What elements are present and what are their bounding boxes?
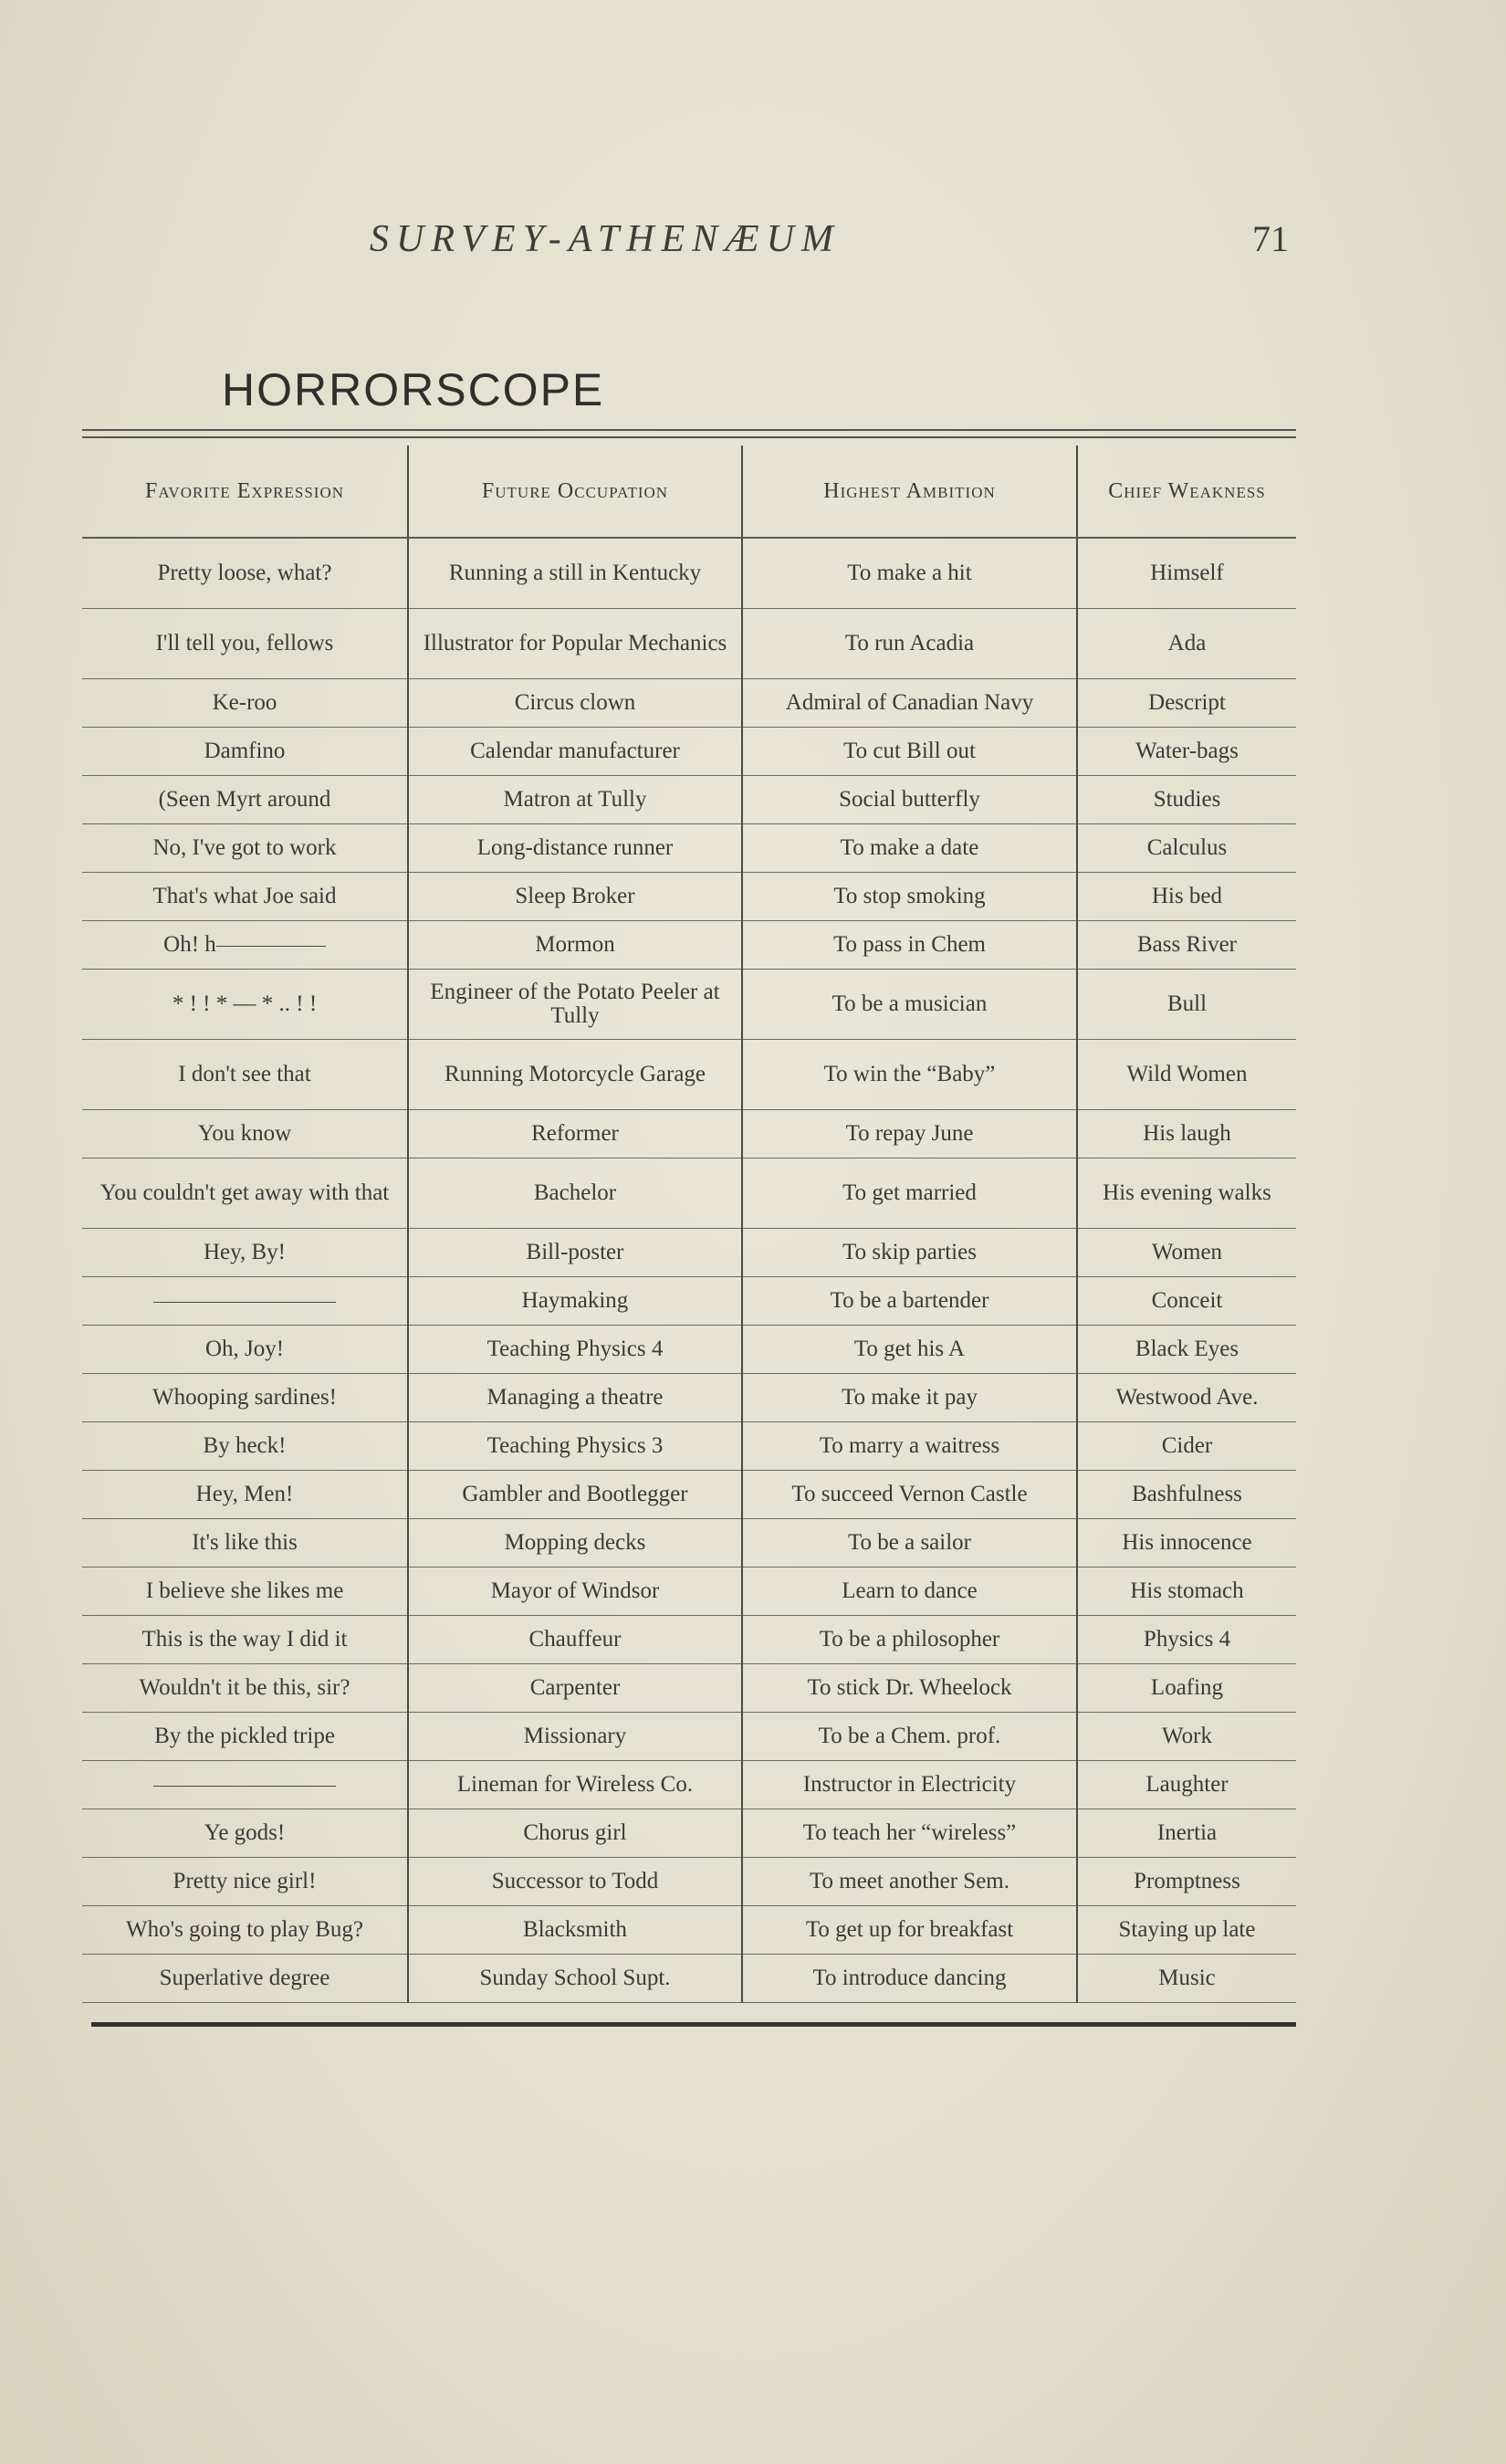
cell-favorite-expression <box>82 1761 408 1809</box>
column-header-future-occupation: Future Occupation <box>408 446 742 538</box>
cell-text: Instructor in Electricity <box>802 1772 1017 1797</box>
cell-text: Calendar manufacturer <box>470 739 680 763</box>
cell-favorite-expression <box>82 1616 408 1664</box>
cell-text: Running Motorcycle Garage <box>444 1062 706 1086</box>
cell-highest-ambition <box>742 1616 1077 1664</box>
cell-favorite-expression <box>82 1664 408 1713</box>
table-row <box>82 728 1296 776</box>
cell-text: To get his A <box>853 1337 966 1361</box>
table-row <box>82 609 1296 679</box>
cell-text: Bull <box>1166 991 1208 1016</box>
bottom-rule <box>91 2022 1296 2027</box>
cell-text: His innocence <box>1122 1530 1252 1555</box>
page-title: HORRORSCOPE <box>222 364 605 415</box>
table-row <box>82 1422 1296 1471</box>
cell-text: Loafing <box>1150 1675 1224 1700</box>
cell-highest-ambition <box>742 1858 1077 1906</box>
cell-text: To make a date <box>840 835 979 860</box>
table-row <box>82 1955 1296 2003</box>
cell-future-occupation <box>408 1568 742 1616</box>
cell-text: Bass River <box>1136 932 1238 957</box>
table-row <box>82 1277 1296 1326</box>
cell-text: To introduce dancing <box>812 1966 1007 1990</box>
cell-future-occupation <box>408 1519 742 1568</box>
cell-text: To stop smoking <box>833 884 986 908</box>
cell-future-occupation <box>408 1110 742 1159</box>
table-body <box>82 538 1296 2003</box>
cell-highest-ambition <box>742 1471 1077 1519</box>
table-row <box>82 1374 1296 1422</box>
cell-future-occupation <box>408 1858 742 1906</box>
cell-text: To pass in Chem <box>833 932 986 957</box>
table-row <box>82 1809 1296 1858</box>
cell-text: Mopping decks <box>504 1530 646 1555</box>
cell-chief-weakness <box>1077 1422 1296 1471</box>
cell-text: Managing a theatre <box>486 1385 664 1410</box>
cell-highest-ambition <box>742 873 1077 921</box>
cell-text: Calculus <box>1146 835 1228 860</box>
cell-chief-weakness <box>1077 1519 1296 1568</box>
cell-future-occupation <box>408 873 742 921</box>
cell-text: Mormon <box>535 932 615 957</box>
cell-favorite-expression <box>82 776 408 824</box>
cell-future-occupation <box>408 1277 742 1326</box>
cell-text: Missionary <box>523 1724 627 1748</box>
cell-text: To stick Dr. Wheelock <box>807 1675 1012 1700</box>
cell-text: Women <box>1151 1240 1223 1264</box>
cell-text: Promptness <box>1134 1869 1240 1893</box>
dash-rule <box>153 1302 336 1303</box>
table-row <box>82 1761 1296 1809</box>
cell-highest-ambition <box>742 538 1077 609</box>
cell-text: Carpenter <box>529 1675 621 1700</box>
table-row <box>82 1519 1296 1568</box>
cell-text: Learn to dance <box>842 1578 978 1603</box>
cell-text: Work <box>1162 1724 1212 1748</box>
table-row <box>82 1616 1296 1664</box>
cell-highest-ambition <box>742 609 1077 679</box>
table-row <box>82 1858 1296 1906</box>
cell-favorite-expression <box>82 1326 408 1374</box>
cell-chief-weakness <box>1077 679 1296 728</box>
cell-highest-ambition <box>742 1374 1077 1422</box>
column-header-chief-weakness: Chief Weakness <box>1077 446 1296 538</box>
cell-future-occupation <box>408 1374 742 1422</box>
cell-text: You know <box>197 1121 292 1146</box>
cell-highest-ambition <box>742 1110 1077 1159</box>
cell-chief-weakness <box>1077 1858 1296 1906</box>
cell-favorite-expression <box>82 873 408 921</box>
cell-favorite-expression <box>82 1277 408 1326</box>
cell-highest-ambition <box>742 1955 1077 2003</box>
cell-future-occupation <box>408 1809 742 1858</box>
cell-text: To succeed Vernon Castle <box>791 1482 1028 1506</box>
cell-favorite-expression <box>82 970 408 1040</box>
cell-chief-weakness <box>1077 1809 1296 1858</box>
cell-text: Admiral of Canadian Navy <box>785 690 1034 715</box>
cell-favorite-expression <box>82 1519 408 1568</box>
cell-future-occupation <box>408 728 742 776</box>
cell-text: Chauffeur <box>528 1627 622 1651</box>
cell-favorite-expression <box>82 679 408 728</box>
cell-text: Cider <box>1161 1433 1213 1458</box>
cell-future-occupation <box>408 1422 742 1471</box>
cell-future-occupation <box>408 679 742 728</box>
cell-highest-ambition <box>742 1664 1077 1713</box>
cell-chief-weakness <box>1077 1040 1296 1110</box>
cell-text: His evening walks <box>1103 1180 1271 1205</box>
table-row <box>82 1713 1296 1761</box>
cell-text: To make a hit <box>847 561 972 585</box>
cell-highest-ambition <box>742 679 1077 728</box>
cell-text: Laughter <box>1145 1772 1229 1797</box>
cell-text: To skip parties <box>842 1240 977 1264</box>
table-row <box>82 1664 1296 1713</box>
running-title: SURVEY-ATHENÆUM <box>370 218 841 260</box>
cell-text: Blacksmith <box>523 1917 627 1942</box>
cell-text: Haymaking <box>521 1288 629 1313</box>
cell-text: Ye gods! <box>204 1820 286 1845</box>
cell-text: Studies <box>1153 787 1221 812</box>
table-row <box>82 1040 1296 1110</box>
page-number: 71 <box>1252 218 1289 259</box>
dash-rule <box>153 1786 336 1787</box>
cell-favorite-expression <box>82 1955 408 2003</box>
cell-future-occupation <box>408 970 742 1040</box>
cell-favorite-expression <box>82 1713 408 1761</box>
cell-text: That's what Joe said <box>152 884 337 908</box>
cell-highest-ambition <box>742 1568 1077 1616</box>
cell-text: Conceit <box>1151 1288 1223 1313</box>
cell-text: Social butterfly <box>839 787 980 812</box>
cell-text: By the pickled tripe <box>154 1724 335 1748</box>
table-row <box>82 921 1296 970</box>
cell-text: Whooping sardines! <box>152 1385 338 1410</box>
table-row <box>82 1159 1296 1229</box>
cell-future-occupation <box>408 1761 742 1809</box>
cell-text: Gambler and Bootlegger <box>462 1482 688 1506</box>
cell-text: Westwood Ave. <box>1115 1385 1259 1410</box>
table-row <box>82 1471 1296 1519</box>
cell-chief-weakness <box>1077 776 1296 824</box>
cell-chief-weakness <box>1077 1277 1296 1326</box>
cell-text: Ke-roo <box>212 690 277 715</box>
table-row <box>82 776 1296 824</box>
cell-text: Bachelor <box>533 1180 617 1205</box>
cell-future-occupation <box>408 776 742 824</box>
cell-chief-weakness <box>1077 873 1296 921</box>
cell-future-occupation <box>408 1616 742 1664</box>
cell-text: Lineman for Wireless Co. <box>456 1772 694 1797</box>
cell-highest-ambition <box>742 1713 1077 1761</box>
cell-text: To run Acadia <box>844 631 975 655</box>
cell-text: To repay June <box>845 1121 974 1146</box>
cell-text: Teaching Physics 4 <box>486 1337 664 1361</box>
cell-highest-ambition <box>742 1229 1077 1277</box>
cell-text: His laugh <box>1143 1121 1231 1146</box>
cell-text: Bashfulness <box>1132 1482 1242 1506</box>
cell-text: You couldn't get away with that <box>99 1180 390 1205</box>
cell-chief-weakness <box>1077 1229 1296 1277</box>
cell-text: Sunday School Supt. <box>479 1966 671 1990</box>
cell-future-occupation <box>408 1664 742 1713</box>
cell-text: Sleep Broker <box>515 884 635 908</box>
cell-favorite-expression <box>82 1159 408 1229</box>
cell-text: Engineer of the Potato Peeler at Tully <box>430 980 720 1028</box>
top-rule <box>82 436 1296 438</box>
cell-future-occupation <box>408 921 742 970</box>
cell-text: Black Eyes <box>1135 1337 1239 1361</box>
cell-future-occupation <box>408 1229 742 1277</box>
cell-future-occupation <box>408 1471 742 1519</box>
cell-highest-ambition <box>742 970 1077 1040</box>
cell-text: To get up for breakfast <box>805 1917 1014 1942</box>
cell-favorite-expression <box>82 1110 408 1159</box>
cell-future-occupation <box>408 1713 742 1761</box>
cell-favorite-expression <box>82 1809 408 1858</box>
cell-text: Pretty nice girl! <box>173 1869 317 1893</box>
cell-chief-weakness <box>1077 728 1296 776</box>
cell-text: * ! ! * — * .. ! ! <box>172 991 318 1016</box>
cell-text: Ada <box>1167 631 1207 655</box>
cell-highest-ambition <box>742 1040 1077 1110</box>
cell-chief-weakness <box>1077 1159 1296 1229</box>
cell-future-occupation <box>408 1040 742 1110</box>
cell-favorite-expression <box>82 1040 408 1110</box>
cell-favorite-expression <box>82 1858 408 1906</box>
cell-favorite-expression <box>82 921 408 970</box>
cell-highest-ambition <box>742 1326 1077 1374</box>
cell-text: Who's going to play Bug? <box>125 1917 364 1942</box>
cell-highest-ambition <box>742 1906 1077 1955</box>
cell-text: Wild Women <box>1126 1062 1248 1086</box>
cell-chief-weakness <box>1077 1955 1296 2003</box>
table-header-row <box>82 446 1296 538</box>
cell-chief-weakness <box>1077 538 1296 609</box>
cell-chief-weakness <box>1077 1471 1296 1519</box>
cell-favorite-expression <box>82 1471 408 1519</box>
horrorscope-table <box>82 446 1296 2003</box>
cell-text: Physics 4 <box>1143 1627 1231 1651</box>
cell-chief-weakness <box>1077 609 1296 679</box>
cell-text: It's like this <box>192 1530 298 1555</box>
cell-highest-ambition <box>742 776 1077 824</box>
cell-future-occupation <box>408 609 742 679</box>
cell-text: By heck! <box>203 1433 287 1458</box>
table-row <box>82 824 1296 873</box>
cell-text: To win the “Baby” <box>823 1062 996 1086</box>
dash-rule <box>216 946 326 947</box>
cell-text: Water-bags <box>1135 739 1239 763</box>
cell-text: Chorus girl <box>523 1820 627 1845</box>
cell-text: Hey, Men! <box>195 1482 294 1506</box>
cell-chief-weakness <box>1077 1616 1296 1664</box>
cell-highest-ambition <box>742 921 1077 970</box>
cell-text: This is the way I did it <box>141 1627 348 1651</box>
table-row <box>82 1110 1296 1159</box>
cell-text: Descript <box>1148 690 1226 715</box>
cell-text: To be a sailor <box>847 1530 971 1555</box>
cell-highest-ambition <box>742 1761 1077 1809</box>
cell-text: Mayor of Windsor <box>490 1578 660 1603</box>
cell-chief-weakness <box>1077 1664 1296 1713</box>
cell-future-occupation <box>408 1326 742 1374</box>
top-rule <box>82 429 1296 431</box>
column-header-favorite-expression: Favorite Expression <box>82 446 408 538</box>
cell-chief-weakness <box>1077 1326 1296 1374</box>
cell-text: (Seen Myrt around <box>158 787 331 812</box>
cell-favorite-expression <box>82 1229 408 1277</box>
cell-highest-ambition <box>742 1159 1077 1229</box>
cell-future-occupation <box>408 1906 742 1955</box>
cell-highest-ambition <box>742 1809 1077 1858</box>
cell-highest-ambition <box>742 1422 1077 1471</box>
cell-highest-ambition <box>742 1519 1077 1568</box>
cell-favorite-expression <box>82 1374 408 1422</box>
table-row <box>82 1326 1296 1374</box>
cell-chief-weakness <box>1077 1568 1296 1616</box>
cell-text: To be a philosopher <box>819 1627 1000 1651</box>
cell-text: To be a Chem. prof. <box>818 1724 1001 1748</box>
cell-chief-weakness <box>1077 824 1296 873</box>
cell-text: No, I've got to work <box>152 835 337 860</box>
cell-text: I don't see that <box>178 1062 311 1086</box>
cell-text: Successor to Todd <box>491 1869 659 1893</box>
cell-future-occupation <box>408 1159 742 1229</box>
cell-favorite-expression <box>82 824 408 873</box>
cell-text: Wouldn't it be this, sir? <box>139 1675 350 1700</box>
cell-favorite-expression <box>82 609 408 679</box>
cell-text: Bill-poster <box>526 1240 624 1264</box>
cell-text: Damfino <box>204 739 286 763</box>
cell-chief-weakness <box>1077 1906 1296 1955</box>
table-row <box>82 1906 1296 1955</box>
cell-text: To cut Bill out <box>843 739 976 763</box>
cell-text: Oh, Joy! <box>204 1337 285 1361</box>
cell-favorite-expression <box>82 728 408 776</box>
cell-text: To get married <box>842 1180 977 1205</box>
cell-text: To marry a waitress <box>819 1433 1000 1458</box>
cell-chief-weakness <box>1077 1374 1296 1422</box>
cell-chief-weakness <box>1077 1761 1296 1809</box>
cell-highest-ambition <box>742 728 1077 776</box>
cell-chief-weakness <box>1077 970 1296 1040</box>
cell-text: Staying up late <box>1118 1917 1256 1942</box>
column-header-highest-ambition: Highest Ambition <box>742 446 1077 538</box>
cell-text: I'll tell you, fellows <box>155 631 334 655</box>
cell-text: Hey, By! <box>203 1240 287 1264</box>
cell-future-occupation <box>408 824 742 873</box>
cell-text: Pretty loose, what? <box>157 561 332 585</box>
cell-text: Reformer <box>531 1121 619 1146</box>
cell-text: To be a bartender <box>830 1288 989 1313</box>
cell-text: Illustrator for Popular Mechanics <box>423 631 727 655</box>
table-row <box>82 970 1296 1040</box>
cell-favorite-expression <box>82 1906 408 1955</box>
cell-text: To make it pay <box>842 1385 978 1410</box>
cell-text: Oh! h <box>163 932 216 957</box>
cell-chief-weakness <box>1077 1110 1296 1159</box>
cell-text: Himself <box>1150 561 1224 585</box>
table-row <box>82 873 1296 921</box>
cell-highest-ambition <box>742 824 1077 873</box>
table-row <box>82 679 1296 728</box>
cell-future-occupation <box>408 538 742 609</box>
cell-text: Inertia <box>1156 1820 1218 1845</box>
cell-text: Long-distance runner <box>476 835 674 860</box>
cell-text: Circus clown <box>514 690 636 715</box>
cell-text: His stomach <box>1130 1578 1244 1603</box>
cell-favorite-expression <box>82 1422 408 1471</box>
cell-text: His bed <box>1151 884 1223 908</box>
cell-text: To teach her “wireless” <box>802 1820 1017 1845</box>
cell-text: I believe she likes me <box>145 1578 344 1603</box>
cell-favorite-expression <box>82 1568 408 1616</box>
cell-text: To be a musician <box>831 991 988 1016</box>
cell-favorite-expression <box>82 538 408 609</box>
cell-text: Running a still in Kentucky <box>448 561 702 585</box>
cell-text: Superlative degree <box>159 1966 330 1990</box>
cell-text: Music <box>1158 1966 1216 1990</box>
table-row <box>82 1568 1296 1616</box>
cell-highest-ambition <box>742 1277 1077 1326</box>
cell-text: Matron at Tully <box>503 787 647 812</box>
cell-text: To meet another Sem. <box>809 1869 1010 1893</box>
cell-text: Teaching Physics 3 <box>486 1433 664 1458</box>
table-row <box>82 1229 1296 1277</box>
table-row <box>82 538 1296 609</box>
cell-chief-weakness <box>1077 921 1296 970</box>
cell-chief-weakness <box>1077 1713 1296 1761</box>
cell-future-occupation <box>408 1955 742 2003</box>
